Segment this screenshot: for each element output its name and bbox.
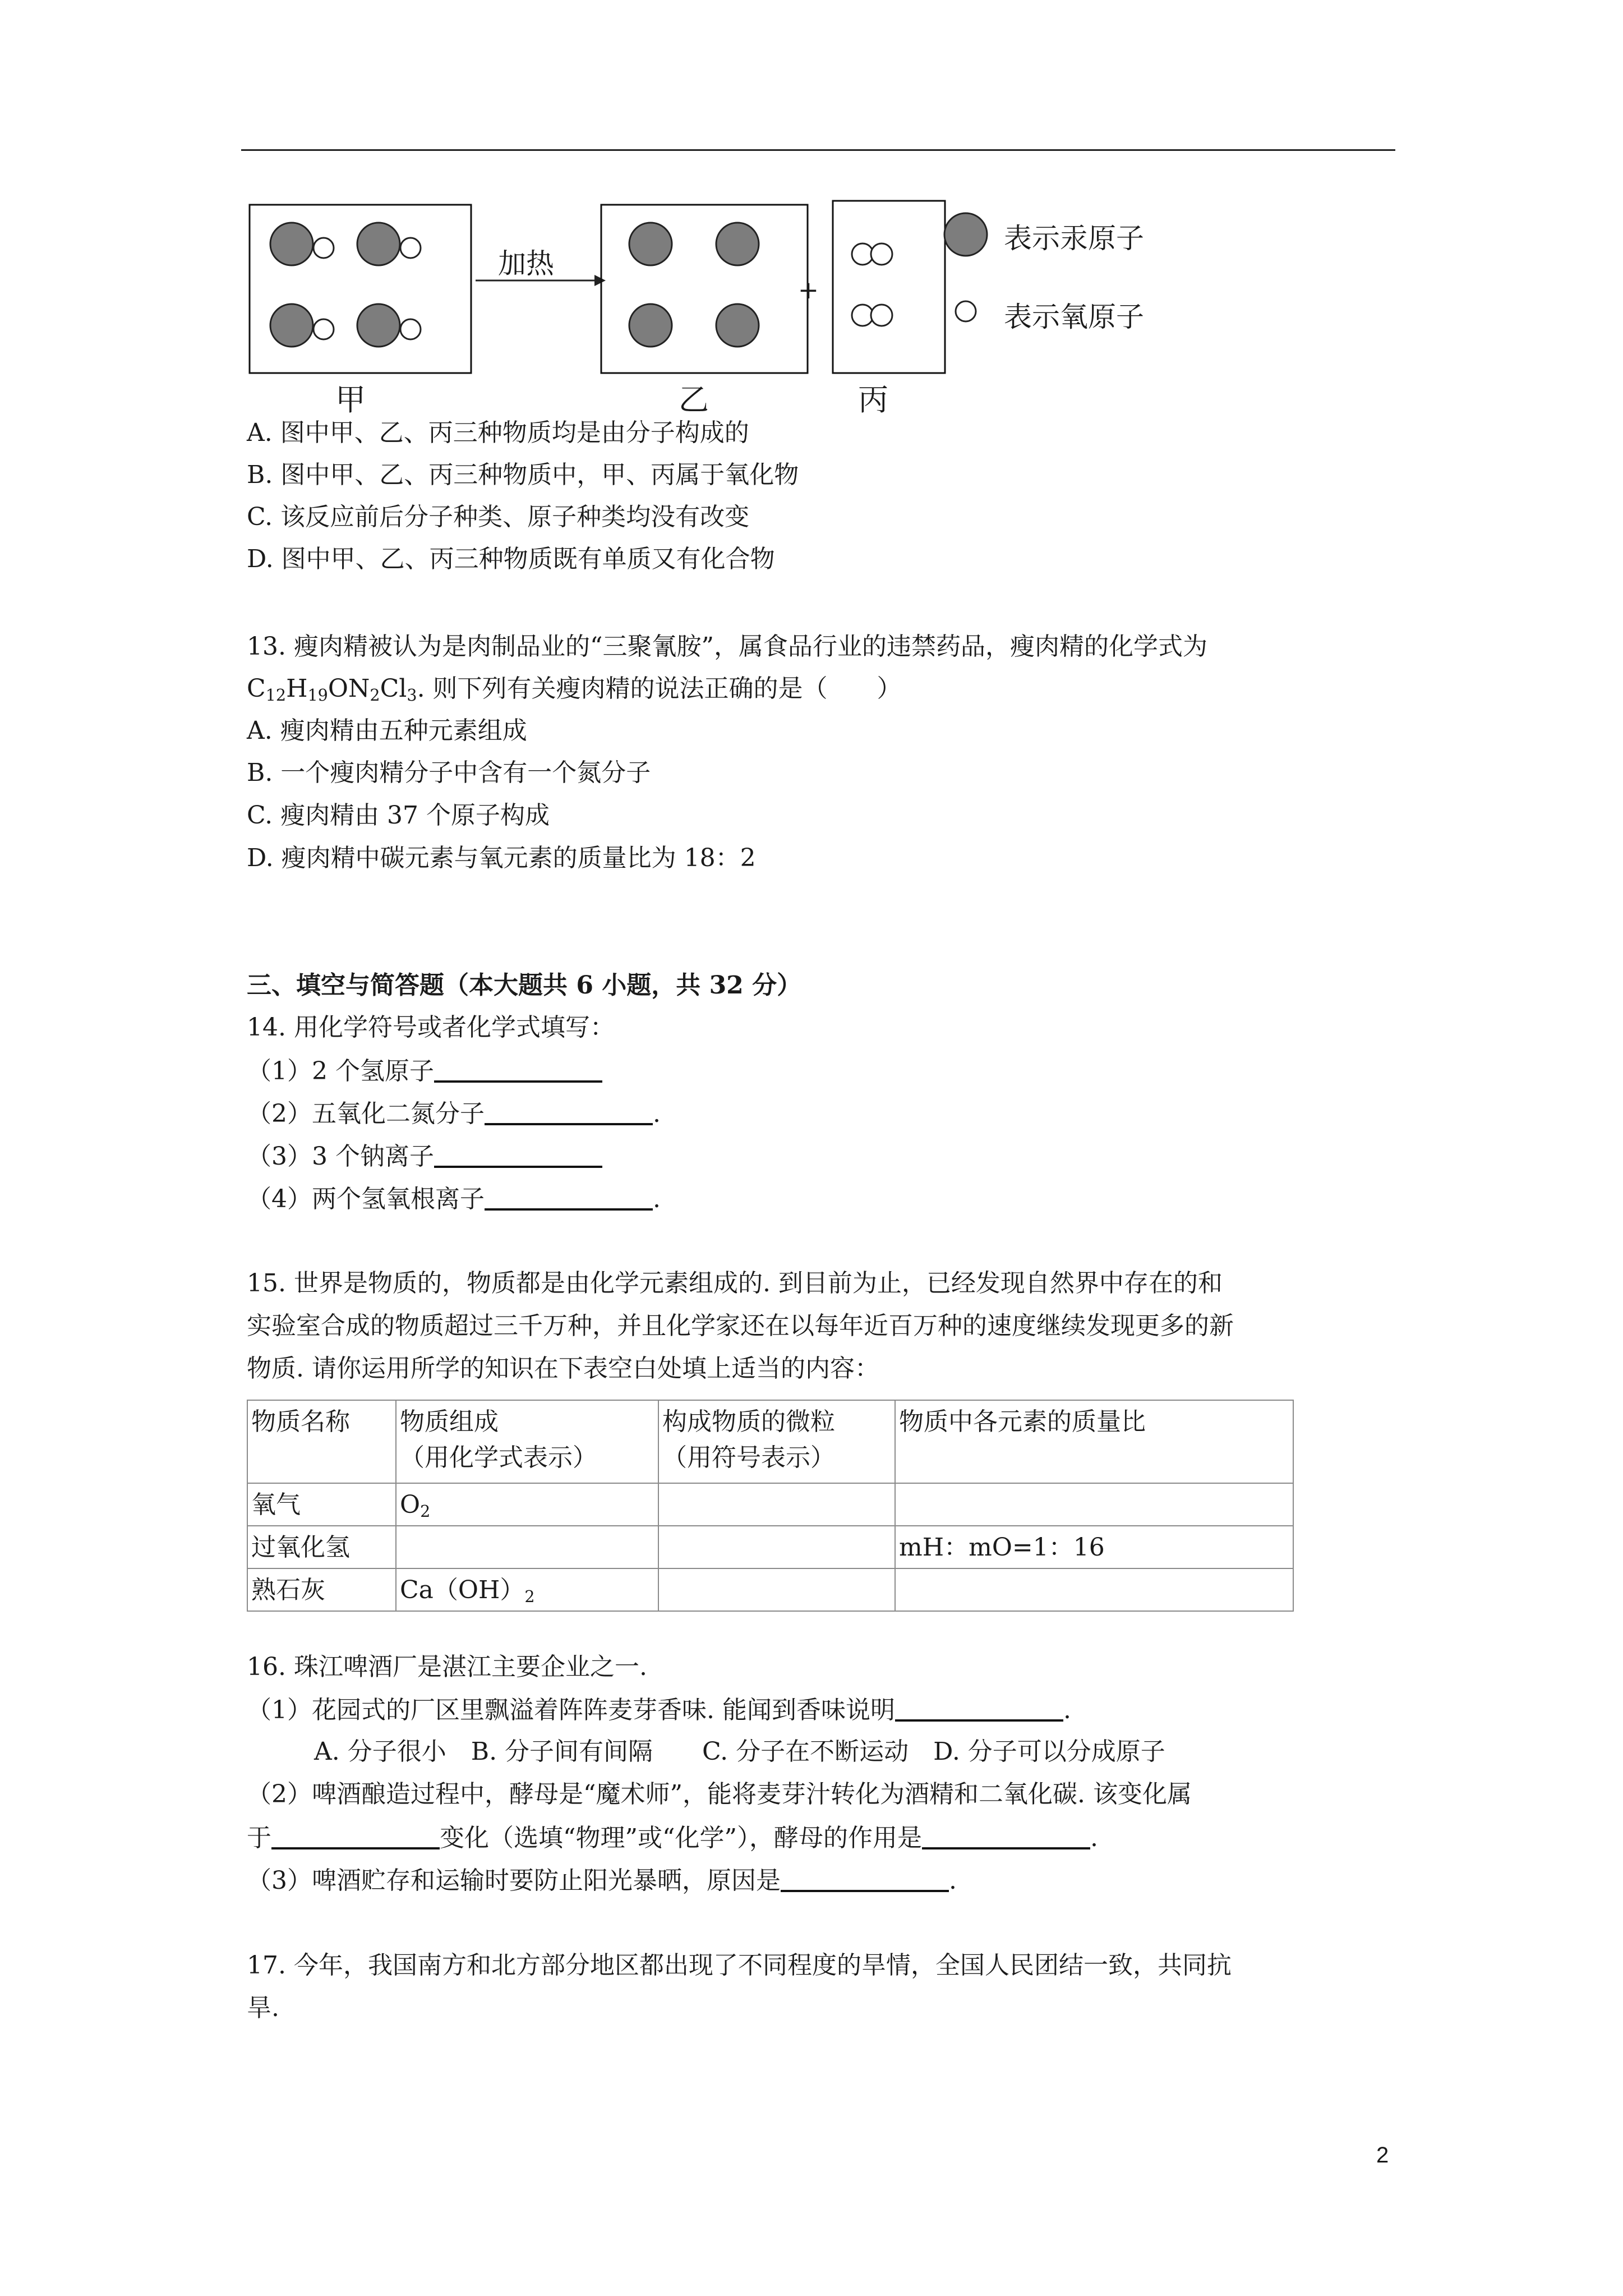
table-row	[247, 1526, 1293, 1568]
legend-oxygen-label: 表示氧原子	[1004, 301, 1144, 333]
q14-stem: 14. 用化学符号或者化学式填写：	[247, 1013, 615, 1042]
cell-h2o2-name: 过氧化氢	[247, 1526, 396, 1568]
q12-option-a: A. 图中甲、乙、丙三种物质均是由分子构成的	[247, 418, 749, 447]
q16-blank-1[interactable]	[895, 1697, 1063, 1722]
oxygen-molecules	[852, 243, 892, 326]
header-composition: 物质组成 （用化学式表示）	[396, 1400, 658, 1483]
header-mass-ratio: 物质中各元素的质量比	[895, 1400, 1293, 1483]
q16-blank-4[interactable]	[781, 1867, 949, 1892]
q15-line-3: 物质. 请你运用所学的知识在下表空白处填上适当的内容：	[247, 1354, 879, 1383]
q17-line-2: 旱.	[247, 1994, 279, 2022]
q14-blank-4[interactable]	[485, 1186, 653, 1211]
page-number: 2	[1376, 2143, 1389, 2168]
q16-blank-3[interactable]	[922, 1825, 1090, 1849]
q15-line-2: 实验室合成的物质超过三千万种，并且化学家还在以每年近百万种的速度继续发现更多的新	[247, 1312, 1234, 1340]
q16-part-2-line-2: 于 变化（选填“物理”或“化学”），酵母的作用是 .	[247, 1824, 1098, 1852]
cell-limewater-particles[interactable]	[658, 1568, 895, 1611]
label-jia: 甲	[335, 382, 366, 417]
q13-option-c: C. 瘦肉精由 37 个原子构成	[247, 801, 550, 830]
q16-part-2-line-1: （2）啤酒酿造过程中，酵母是“魔术师”，能将麦芽汁转化为酒精和二氧化碳. 该变化属	[247, 1780, 1192, 1809]
legend-mercury-icon	[944, 213, 987, 256]
q14-blank-1[interactable]	[434, 1058, 602, 1083]
table-row	[247, 1568, 1293, 1611]
header-rule	[241, 149, 1395, 151]
hgo-molecules	[270, 223, 400, 347]
q13-option-b: B. 一个瘦肉精分子中含有一个氮分子	[247, 758, 651, 787]
cell-h2o2-particles[interactable]	[658, 1526, 895, 1568]
q16-part-1: （1）花园式的厂区里飘溢着阵阵麦芽香味. 能闻到香味说明 .	[247, 1696, 1071, 1724]
legend-oxygen-icon	[956, 301, 976, 321]
q14-blank-3[interactable]	[434, 1143, 602, 1168]
q17-line-1: 17. 今年，我国南方和北方部分地区都出现了不同程度的旱情，全国人民团结一致，共同抗	[247, 1951, 1232, 1980]
q15-line-1: 15. 世界是物质的，物质都是由化学元素组成的. 到目前为止，已经发现自然界中存在的和	[247, 1269, 1223, 1297]
q14-blank-2[interactable]	[485, 1101, 653, 1125]
table-row	[247, 1483, 1293, 1526]
cell-oxygen-ratio[interactable]	[895, 1483, 1293, 1526]
q14-part-2: （2）五氧化二氮分子 .	[247, 1099, 661, 1128]
header-particles: 构成物质的微粒 （用符号表示）	[658, 1400, 895, 1483]
q12-option-d: D. 图中甲、乙、丙三种物质既有单质又有化合物	[247, 545, 775, 573]
q13-option-a: A. 瘦肉精由五种元素组成	[247, 716, 527, 745]
q12-option-c: C. 该反应前后分子种类、原子种类均没有改变	[247, 503, 750, 531]
label-yi: 乙	[679, 382, 709, 417]
legend-mercury-label: 表示汞原子	[1004, 222, 1144, 255]
label-bing: 丙	[858, 382, 888, 417]
box-yi	[601, 205, 808, 373]
mercury-atoms	[629, 223, 759, 347]
q14-part-4: （4）两个氢氧根离子 .	[247, 1185, 661, 1213]
q16-stem: 16. 珠江啤酒厂是湛江主要企业之一.	[247, 1653, 647, 1681]
box-bing	[833, 201, 945, 373]
cell-oxygen-name: 氧气	[247, 1483, 396, 1526]
q13-stem: 13. 瘦肉精被认为是肉制品业的“三聚氰胺”，属食品行业的违禁药品，瘦肉精的化学式为	[247, 632, 1207, 661]
section-3-title: 三、填空与简答题（本大题共 6 小题，共 32 分）	[247, 971, 802, 1000]
cell-oxygen-particles[interactable]	[658, 1483, 895, 1526]
q13-formula-line: $C_{12}H_{19}ON_2Cl_3$. 则下列有关瘦肉精的说法正确的是（ ）	[247, 674, 902, 705]
cell-h2o2-ratio: mH：mO=1：16	[895, 1526, 1293, 1568]
q14-part-1: （1）2 个氢原子	[247, 1058, 602, 1084]
q16-blank-2[interactable]	[271, 1825, 440, 1849]
arrow-label: 加热	[498, 247, 554, 280]
q13-option-d: D. 瘦肉精中碳元素与氧元素的质量比为 18：2	[247, 844, 756, 872]
q14-part-3: （3）3 个钠离子	[247, 1143, 602, 1169]
cell-h2o2-formula[interactable]	[396, 1526, 658, 1568]
q12-option-b: B. 图中甲、乙、丙三种物质中，甲、丙属于氧化物	[247, 461, 799, 489]
cell-limewater-name: 熟石灰	[247, 1568, 396, 1611]
cell-limewater-formula: $Ca(OH)_2$	[396, 1568, 658, 1611]
q16-part-3: （3）啤酒贮存和运输时要防止阳光暴晒，原因是 .	[247, 1866, 957, 1895]
table-header-row	[247, 1400, 1293, 1483]
cell-oxygen-formula: $O_2$	[396, 1483, 658, 1526]
plus-sign: +	[798, 276, 819, 305]
q16-options: A. 分子很小 B. 分子间有间隔 C. 分子在不断运动 D. 分子可以分成原子	[314, 1737, 1165, 1766]
cell-limewater-ratio[interactable]	[895, 1568, 1293, 1611]
substance-table	[247, 1400, 1294, 1612]
header-name: 物质名称	[247, 1400, 396, 1483]
